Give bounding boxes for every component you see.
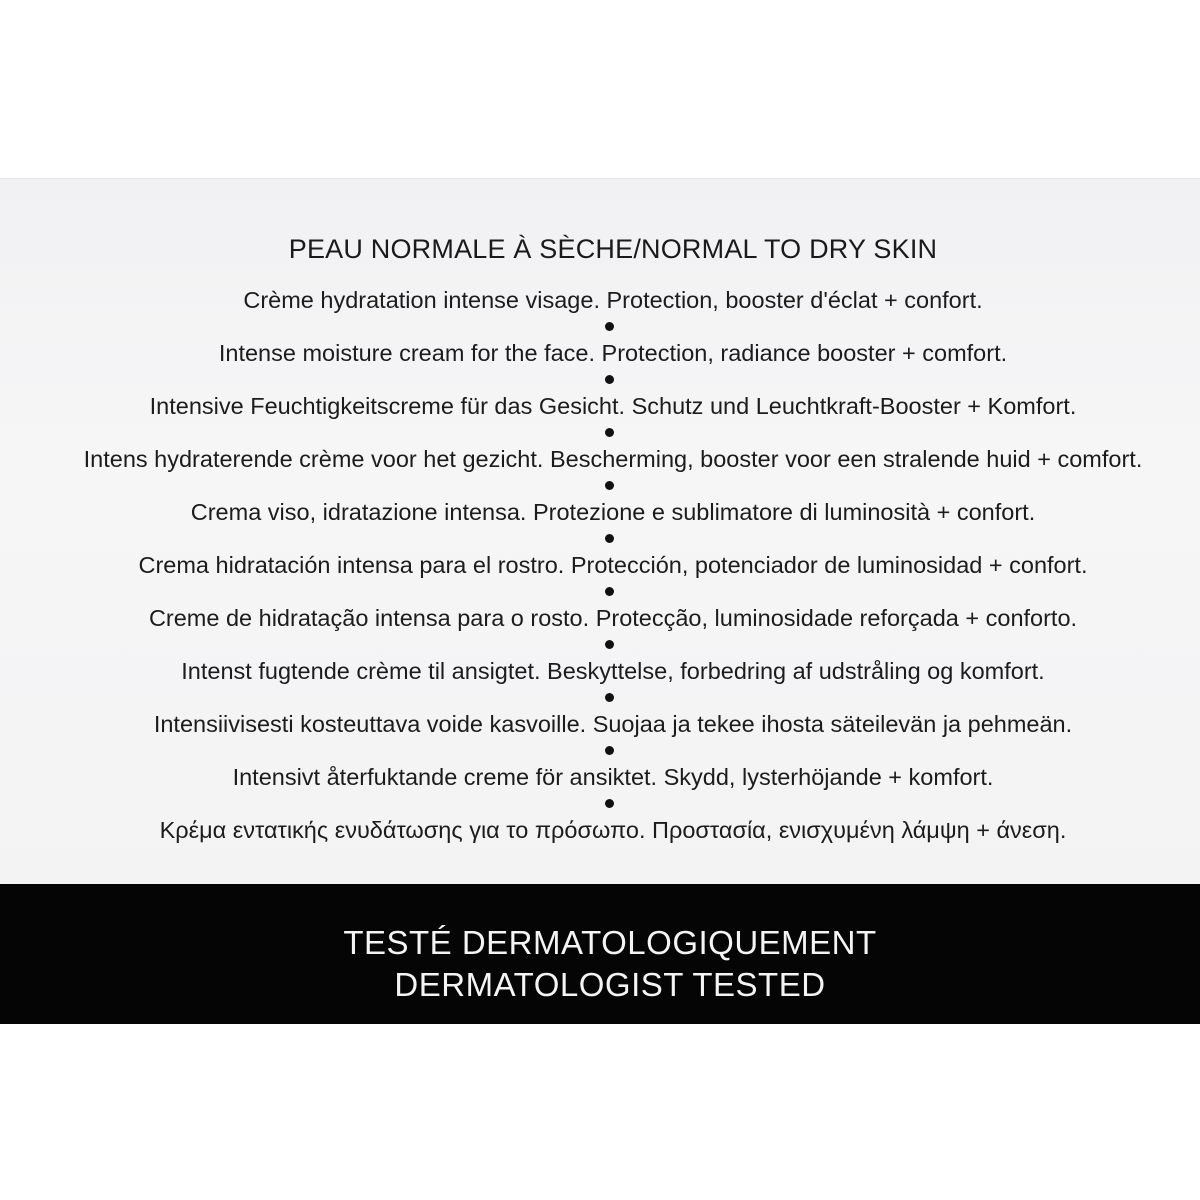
bullet-dot bbox=[605, 640, 614, 649]
bullet-dot bbox=[605, 375, 614, 384]
dermatologically-tested-en: DERMATOLOGIST TESTED bbox=[394, 966, 826, 1003]
description-text: Intensive Feuchtigkeitscreme für das Gesicht. Schutz und Leuchtkraft-Booster + Komfort. bbox=[149, 393, 1077, 419]
description-text: Crema hidratación intensa para el rostro. Protección, potenciador de luminosidad + confort. bbox=[138, 552, 1088, 578]
bullet-dot bbox=[605, 746, 614, 755]
description-text: Crème hydratation intense visage. Protection, booster d'éclat + confort. bbox=[243, 287, 983, 313]
description-text: Κρέμα εντατικής ενυδάτωσης για το πρόσωπο. Προστασία, ενισχυμένη λάμψη + άνεση. bbox=[159, 817, 1067, 843]
description-item-fi bbox=[0, 707, 1200, 760]
description-text: Creme de hidratação intensa para o rosto. Protecção, luminosidade reforçada + conforto. bbox=[148, 605, 1078, 631]
description-item-de bbox=[0, 389, 1200, 442]
description-text: Crema viso, idratazione intensa. Protezione e sublimatore di luminosità + confort. bbox=[190, 499, 1036, 525]
description-text: Intensiivisesti kosteuttava voide kasvoille. Suojaa ja tekee ihosta säteilevän ja pehmeän. bbox=[153, 711, 1073, 737]
bullet-dot bbox=[605, 322, 614, 331]
description-item-nl bbox=[0, 442, 1200, 495]
dermatologically-tested-fr: TESTÉ DERMATOLOGIQUEMENT bbox=[343, 924, 877, 961]
description-item-es bbox=[0, 548, 1200, 601]
description-item-en bbox=[0, 336, 1200, 389]
description-item-da bbox=[0, 654, 1200, 707]
description-item-sv bbox=[0, 760, 1200, 813]
bullet-dot bbox=[605, 481, 614, 490]
skin-type-heading: PEAU NORMALE À SÈCHE/NORMAL TO DRY SKIN bbox=[288, 234, 938, 264]
description-item-fr bbox=[0, 283, 1200, 336]
description-list bbox=[0, 283, 1200, 866]
bullet-dot bbox=[605, 587, 614, 596]
bullet-dot bbox=[605, 799, 614, 808]
description-text: Intens hydraterende crème voor het gezicht. Bescherming, booster voor een stralende huid + comfort. bbox=[83, 446, 1143, 472]
description-text: Intense moisture cream for the face. Protection, radiance booster + comfort. bbox=[218, 340, 1008, 366]
description-item-it bbox=[0, 495, 1200, 548]
bullet-dot bbox=[605, 534, 614, 543]
bullet-dot bbox=[605, 693, 614, 702]
description-text: Intenst fugtende crème til ansigtet. Beskyttelse, forbedring af udstråling og komfort. bbox=[181, 658, 1045, 684]
description-item-pt bbox=[0, 601, 1200, 654]
description-item-el bbox=[0, 813, 1200, 866]
bullet-dot bbox=[605, 428, 614, 437]
description-text: Intensivt återfuktande creme för ansiktet. Skydd, lysterhöjande + komfort. bbox=[232, 764, 994, 790]
